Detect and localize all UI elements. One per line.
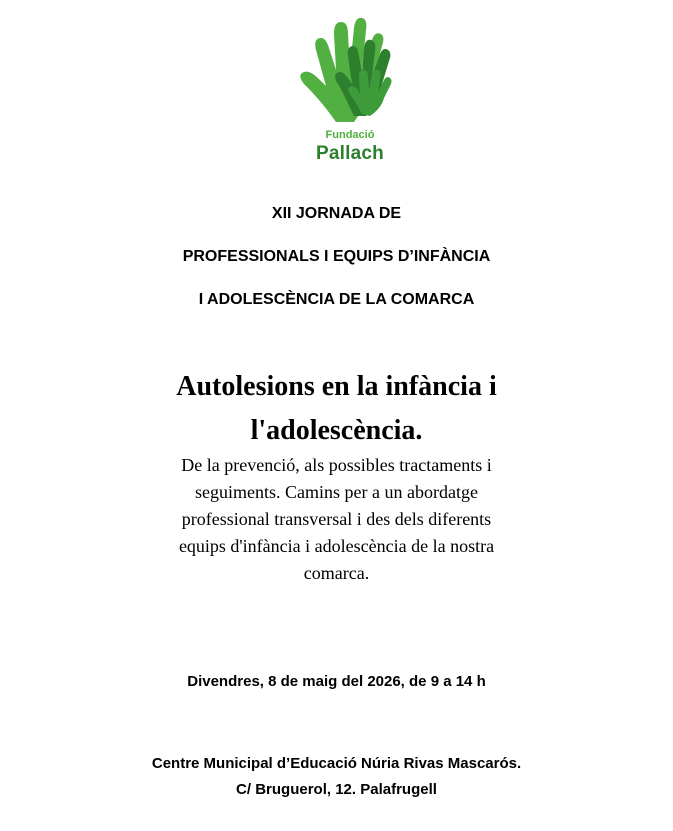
event-venue: Centre Municipal d’Educació Núria Rivas Mascarós. xyxy=(151,755,522,772)
fundacio-pallach-logo xyxy=(280,12,420,162)
subtitle-line-5: comarca. xyxy=(303,563,370,583)
hands-icon xyxy=(296,12,406,127)
heading-line-1: XII JORNADA DE xyxy=(271,205,402,222)
subtitle-line-2: seguiments. Camins per a un abordatge xyxy=(195,482,478,502)
subtitle-line-4: equips d'infància i adolescència de la nostra xyxy=(178,536,495,556)
subtitle-line-3: professional transversal i des dels diferents xyxy=(181,509,492,529)
event-address: C/ Bruguerol, 12. Palafrugell xyxy=(236,781,437,798)
logo-pallach-text: Pallach xyxy=(316,143,384,164)
heading-line-2: PROFESSIONALS I EQUIPS D’INFÀNCIA xyxy=(182,248,491,265)
subtitle-line-1: De la prevenció, als possibles tractaments i xyxy=(181,455,492,475)
heading-line-3: I ADOLESCÈNCIA DE LA COMARCA xyxy=(198,291,475,308)
event-date: Divendres, 8 de maig del 2026, de 9 a 14 h xyxy=(187,673,486,690)
title-line-2: l'adolescència. xyxy=(250,415,423,446)
title-line-1: Autolesions en la infància i xyxy=(176,371,497,402)
logo-fundacio-text: Fundació xyxy=(325,129,375,141)
